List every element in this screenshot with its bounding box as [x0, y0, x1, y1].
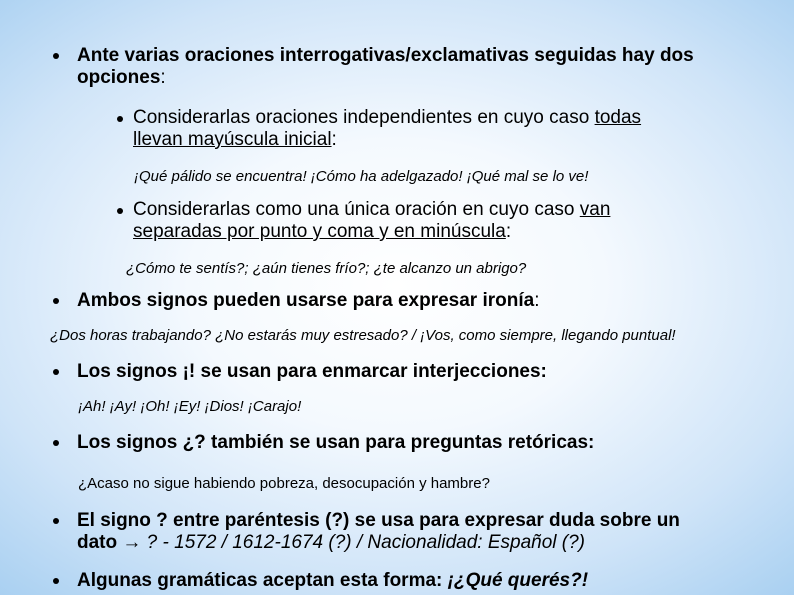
bullet-interjecciones: Los signos ¡! se usan para enmarcar interjecciones: — [77, 361, 547, 382]
bullet-dot — [53, 578, 59, 584]
sub-bullet-line-1: Considerarlas oraciones independientes en cuyo caso todas — [133, 107, 642, 128]
bullet-ironia: Ambos signos pueden usarse para expresar ironía: — [77, 290, 540, 311]
bullet-oraciones-seguidas — [77, 45, 694, 89]
bullet-line-2: opciones: — [77, 67, 166, 88]
bullet-gramaticas: Algunas gramáticas aceptan esta forma: ¡¿Qué querés?! — [77, 570, 589, 591]
sub-bullet-line-2: separadas por punto y coma y en minúscula: — [133, 221, 512, 242]
sub-bullet-line-2: llevan mayúscula inicial: — [133, 129, 337, 150]
sub-bullet-line-1: Considerarlas como una única oración en cuyo caso van — [133, 199, 611, 220]
bullet-dot — [53, 298, 59, 304]
example-ironia: ¿Dos horas trabajando? ¿No estarás muy estresado? / ¡Vos, como siempre, llegando puntual! — [50, 327, 676, 344]
bullet-duda — [77, 510, 680, 554]
example-retorica: ¿Acaso no sigue habiendo pobreza, desocupación y hambre? — [78, 475, 490, 492]
example-interrogativas: ¿Cómo te sentís?; ¿aún tienes frío?; ¿te alcanzo un abrigo? — [126, 260, 527, 277]
bullet-dot — [53, 440, 59, 446]
bullet-line-1: El signo ? entre paréntesis (?) se usa para expresar duda sobre un — [77, 510, 680, 531]
bullet-line-1: Ante varias oraciones interrogativas/exclamativas seguidas hay dos — [77, 45, 694, 66]
example-interjecciones: ¡Ah! ¡Ay! ¡Oh! ¡Ey! ¡Dios! ¡Carajo! — [78, 398, 302, 415]
sub-bullet-independientes — [133, 107, 641, 151]
example-exclamativas: ¡Qué pálido se encuentra! ¡Cómo ha adelgazado! ¡Qué mal se lo ve! — [134, 168, 589, 185]
bullet-dot — [53, 53, 59, 59]
bullet-retoricas: Los signos ¿? también se usan para preguntas retóricas: — [77, 432, 595, 453]
bullet-line-2: dato → ? - 1572 / 1612-1674 (?) / Nacionalidad: Español (?) — [77, 532, 585, 553]
sub-bullet-dot — [117, 116, 123, 122]
sub-bullet-dot — [117, 208, 123, 214]
bullet-dot — [53, 369, 59, 375]
bullet-dot — [53, 518, 59, 524]
sub-bullet-unica-oracion — [133, 199, 610, 243]
